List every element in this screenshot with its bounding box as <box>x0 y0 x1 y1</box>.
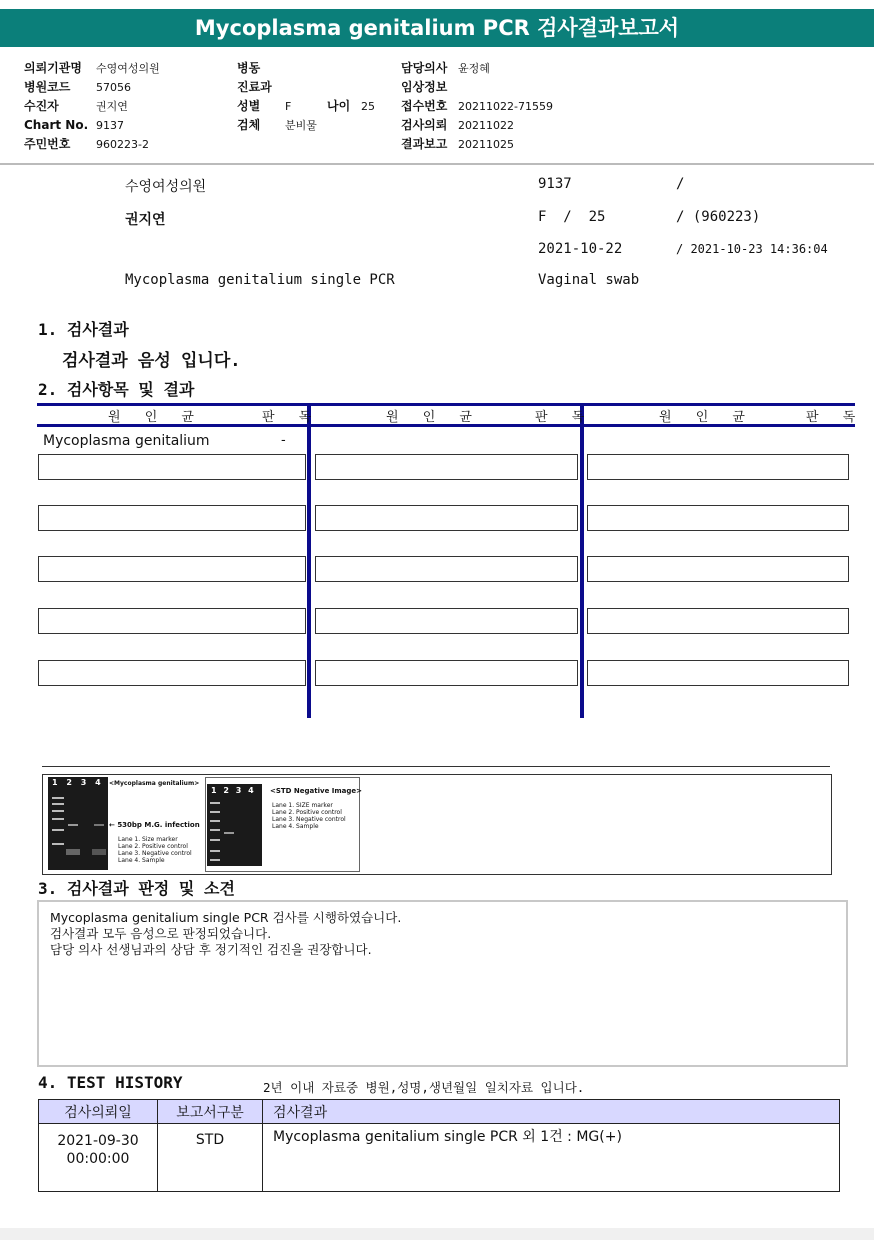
header-col2 <box>237 57 397 133</box>
mg-gel-lanes <box>52 778 101 787</box>
result-cell <box>587 505 849 531</box>
std-lane-4: 4 <box>248 786 254 795</box>
opinion-line-3: 담당 의사 선생님과의 상담 후 정기적인 검진을 권장합니다. <box>50 942 372 957</box>
col-judge-1: 판 독 <box>262 410 322 425</box>
doctor-label: 담당의사 <box>401 61 448 75</box>
summary-specimen: Vaginal swab <box>538 272 640 288</box>
history-header-type: 보고서구분 <box>158 1100 263 1124</box>
std-gel-lanes <box>211 786 254 795</box>
mg-gel-legend <box>118 836 192 864</box>
org-label: 의뢰기관명 <box>24 61 82 75</box>
chart-no-value: 9137 <box>96 119 124 132</box>
section4-title: 4. TEST HISTORY <box>38 1073 183 1092</box>
page-bottom-strip <box>0 1228 874 1240</box>
history-header-result: 검사결과 <box>263 1100 840 1124</box>
col-judge-2: 판 독 <box>535 410 595 425</box>
sex-label: 성별 <box>237 99 261 113</box>
result-cell <box>587 556 849 582</box>
gel-top-rule <box>42 766 830 767</box>
std-lane-1: 1 <box>211 786 217 795</box>
section2-title: 2. 검사항목 및 결과 <box>38 380 195 399</box>
mg-gel-arrow-text: 530bp M.G. infection <box>117 821 200 829</box>
patient-label: 수진자 <box>24 99 59 113</box>
result-cell <box>315 454 578 480</box>
receipt-no-value: 20211022-71559 <box>458 100 553 113</box>
org-value: 수영여성의원 <box>96 62 160 75</box>
result-cell <box>587 454 849 480</box>
header-col3 <box>401 57 601 152</box>
result-cell <box>38 608 306 634</box>
hospital-code-label: 병원코드 <box>24 80 71 94</box>
std-legend-lane4: Lane 4. Sample <box>272 823 319 830</box>
mg-gel-image <box>48 777 108 870</box>
request-value: 20211022 <box>458 119 514 132</box>
section1-result: 검사결과 음성 입니다. <box>62 351 241 371</box>
opinion-box <box>37 900 848 1067</box>
std-lane-3: 3 <box>235 786 242 795</box>
hospital-code-value: 57056 <box>96 81 131 94</box>
section1-title: 1. 검사결과 <box>38 320 129 339</box>
pathogen-result: - <box>281 433 286 448</box>
history-header-row <box>39 1100 840 1124</box>
std-legend-lane1: Lane 1. SIZE marker <box>272 802 333 809</box>
report-label: 결과보고 <box>401 137 448 151</box>
summary-patient: 권지연 <box>125 212 166 228</box>
std-gel-image <box>207 784 262 866</box>
col-pathogen-1: 원 인 균 <box>108 410 204 425</box>
ward-label: 병동 <box>237 61 261 75</box>
resident-no-label: 주민번호 <box>24 137 71 151</box>
history-result: Mycoplasma genitalium single PCR 외 1건 : MG(+) <box>263 1124 840 1192</box>
mg-legend-lane3: Lane 3. Negative control <box>118 850 192 857</box>
mg-lane-3: 3 <box>80 778 87 787</box>
header-divider <box>0 163 874 165</box>
section3-title: 3. 검사결과 판정 및 소견 <box>38 879 235 898</box>
chart-no-label: Chart No. <box>24 118 89 132</box>
specimen-value: 분비물 <box>285 119 317 132</box>
history-type: STD <box>158 1124 263 1192</box>
age-value: 25 <box>361 100 375 113</box>
mg-gel-arrow-label <box>109 821 200 829</box>
result-cell <box>315 556 578 582</box>
col-judge-3: 판 독 <box>806 410 866 425</box>
opinion-line-2: 검사결과 모두 음성으로 판정되었습니다. <box>50 926 272 941</box>
history-date: 2021-09-30 <box>57 1133 139 1149</box>
mg-legend-lane1: Lane 1. Size marker <box>118 836 178 843</box>
summary-request-date: 2021-10-22 <box>538 241 623 257</box>
summary-report-datetime: / 2021-10-23 14:36:04 <box>676 242 828 256</box>
result-cell <box>38 505 306 531</box>
std-gel-title: <STD Negative Image> <box>270 787 363 795</box>
result-cell <box>315 660 578 686</box>
history-table <box>38 1099 840 1192</box>
patient-value: 권지연 <box>96 100 128 113</box>
result-cell <box>38 660 306 686</box>
std-gel-legend <box>272 802 346 830</box>
history-date-cell <box>39 1124 158 1192</box>
sex-value: F <box>285 100 292 113</box>
result-table-divider-1 <box>307 403 311 718</box>
doctor-value: 윤정혜 <box>458 62 490 75</box>
std-legend-lane3: Lane 3. Negative control <box>272 816 346 823</box>
specimen-label: 검체 <box>237 118 261 132</box>
age-label: 나이 <box>327 99 351 113</box>
report-title: Mycoplasma genitalium PCR 검사결과보고서 <box>0 9 874 47</box>
header-col1 <box>24 57 224 152</box>
result-cell <box>38 454 306 480</box>
pathogen-name: Mycoplasma genitalium <box>43 433 210 449</box>
std-lane-2: 2 <box>223 786 229 795</box>
col-pathogen-3: 원 인 균 <box>659 410 755 425</box>
mg-lane-4: 4 <box>95 778 101 787</box>
table-row <box>39 1124 840 1192</box>
history-time: 00:00:00 <box>66 1151 130 1167</box>
summary-sex-age: F / 25 <box>538 209 606 225</box>
summary-chart: 9137 <box>538 176 572 192</box>
resident-no-value: 960223-2 <box>96 138 149 151</box>
arrow-left-icon: ← <box>109 821 115 829</box>
mg-legend-lane4: Lane 4. Sample <box>118 857 165 864</box>
summary-clinic: 수영여성의원 <box>125 179 207 195</box>
mg-legend-lane2: Lane 2. Positive control <box>118 843 188 850</box>
summary-test-name: Mycoplasma genitalium single PCR <box>125 272 395 288</box>
summary-slash: / <box>676 176 685 192</box>
clinical-info-label: 임상정보 <box>401 80 448 94</box>
report-value: 20211025 <box>458 138 514 151</box>
result-cell <box>315 505 578 531</box>
result-cell <box>315 608 578 634</box>
col-pathogen-2: 원 인 균 <box>386 410 482 425</box>
opinion-line-1: Mycoplasma genitalium single PCR 검사를 시행하였습니다. <box>50 910 402 925</box>
dept-label: 진료과 <box>237 80 272 94</box>
result-cell <box>587 608 849 634</box>
result-cell <box>587 660 849 686</box>
result-table-divider-2 <box>580 403 584 718</box>
mg-lane-2: 2 <box>66 778 72 787</box>
mg-lane-1: 1 <box>52 778 58 787</box>
mg-gel-title: <Mycoplasma genitalium> <box>109 780 200 787</box>
request-label: 검사의뢰 <box>401 118 448 132</box>
result-cell <box>38 556 306 582</box>
receipt-no-label: 접수번호 <box>401 99 448 113</box>
std-legend-lane2: Lane 2. Positive control <box>272 809 342 816</box>
history-note: 2년 이내 자료중 병원,성명,생년월일 일치자료 입니다. <box>263 1080 585 1095</box>
history-header-date: 검사의뢰일 <box>39 1100 158 1124</box>
summary-birth: / (960223) <box>676 209 761 225</box>
